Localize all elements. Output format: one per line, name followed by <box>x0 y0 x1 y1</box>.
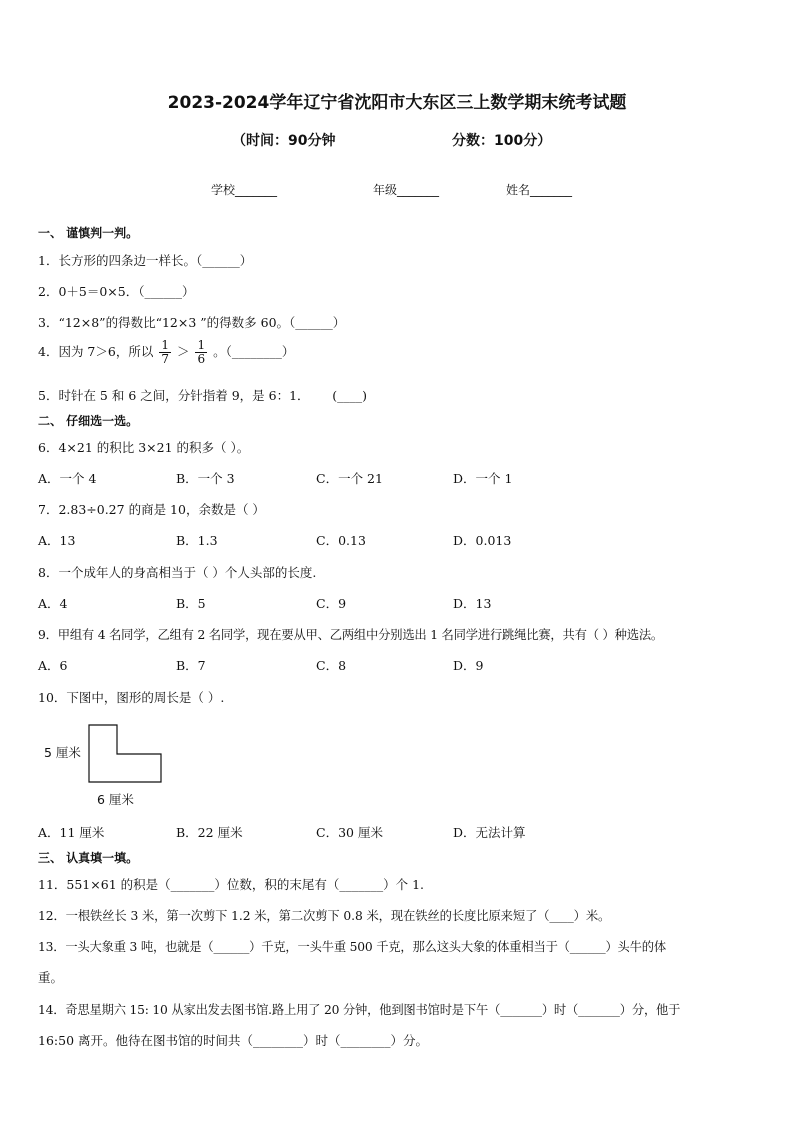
figure-width-label: 6 厘米 <box>97 792 134 807</box>
q8-option-d: D．13 <box>453 596 492 611</box>
q9-option-d: D．9 <box>453 658 484 673</box>
question-7: 7．2.83÷0.27 的商是 10，余数是（ ） <box>38 502 265 517</box>
q10-option-a: A．11 厘米 <box>38 825 105 840</box>
section-heading-1: 一、 谨慎判一判。 <box>38 226 139 240</box>
question-8: 8．一个成年人的身高相当于（ ）个人头部的长度. <box>38 565 317 580</box>
q7-option-c: C．0.13 <box>316 533 366 548</box>
q6-option-b: B．一个 3 <box>176 471 235 486</box>
q6-option-c: C．一个 21 <box>316 471 383 486</box>
q8-option-c: C．9 <box>316 596 347 611</box>
l-shape-figure <box>88 724 164 784</box>
question-10: 10．下图中，图形的周长是（ ）. <box>38 690 225 705</box>
q6-option-d: D．一个 1 <box>453 471 513 486</box>
q8-option-a: A．4 <box>38 596 68 611</box>
fraction-denominator: 6 <box>197 352 206 366</box>
q7-option-a: A．13 <box>38 533 76 548</box>
name-field: 姓名_______ <box>506 183 573 197</box>
question-5: 5．时针在 5 和 6 之间，分针指着 9，是 6：1． (____) <box>38 388 368 403</box>
question-14-line-1: 14．奇思星期六 15: 10 从家出发去图书馆.路上用了 20 分钟，他到图书馆时是下午（_______）时（_______）分，他于 <box>38 1003 681 1017</box>
section-heading-2: 二、 仔细选一选。 <box>38 414 139 428</box>
question-6: 6．4×21 的积比 3×21 的积多（ ）。 <box>38 440 250 455</box>
fraction-numerator: 1 <box>197 338 206 352</box>
fraction-one-seventh <box>159 339 171 366</box>
question-14-line-2: 16:50 离开。他待在图书馆的时间共（________）时（________）分。 <box>38 1033 428 1048</box>
q10-option-c: C．30 厘米 <box>316 825 383 840</box>
question-4-post: 。（________） <box>213 344 295 359</box>
question-13-line-1: 13．一头大象重 3 吨，也就是（______）千克，一头牛重 500 千克，那么这头大象的体重相当于（______）头牛的体 <box>38 940 666 954</box>
grade-field: 年级_______ <box>373 183 440 197</box>
question-1: 1．长方形的四条边一样长。（______） <box>38 253 253 268</box>
school-field: 学校_______ <box>211 183 278 197</box>
question-4 <box>38 339 294 366</box>
question-2: 2．0＋5＝0×5．（______） <box>38 284 195 299</box>
section-heading-3: 三、 认真填一填。 <box>38 851 139 865</box>
q8-option-b: B．5 <box>176 596 206 611</box>
fraction-denominator: 7 <box>161 352 169 366</box>
q10-option-d: D．无法计算 <box>453 825 526 840</box>
q9-option-a: A．6 <box>38 658 68 673</box>
greater-than-sign: ＞ <box>176 344 190 359</box>
q10-option-b: B．22 厘米 <box>176 825 243 840</box>
question-4-pre: 4．因为 7＞6，所以 <box>38 344 154 359</box>
l-shape-outline <box>89 725 161 782</box>
fraction-numerator: 1 <box>161 338 169 352</box>
question-3: 3．“12×8”的得数比“12×3 ”的得数多 60。（______） <box>38 315 346 330</box>
question-9: 9．甲组有 4 名同学，乙组有 2 名同学，现在要从甲、乙两组中分别选出 1 名同学进行跳绳比赛，共有（ ）种选法。 <box>38 628 664 642</box>
figure-height-label: 5 厘米 <box>44 745 81 760</box>
q9-option-b: B．7 <box>176 658 206 673</box>
question-12: 12．一根铁丝长 3 米，第一次剪下 1.2 米，第二次剪下 0.8 米，现在铁丝的长度比原来短了（____）米。 <box>38 909 611 923</box>
question-13-line-2: 重。 <box>38 970 64 985</box>
question-11: 11．551×61 的积是（_______）位数，积的末尾有（_______）个 1. <box>38 877 425 892</box>
q9-option-c: C．8 <box>316 658 347 673</box>
q7-option-d: D．0.013 <box>453 533 512 548</box>
page-title: 2023-2024学年辽宁省沈阳市大东区三上数学期末统考试题 <box>167 93 627 113</box>
exam-time: （时间：90分钟 <box>232 133 336 149</box>
q7-option-b: B．1.3 <box>176 533 218 548</box>
fraction-one-sixth <box>195 339 207 366</box>
exam-score: 分数：100分） <box>452 133 552 149</box>
q6-option-a: A．一个 4 <box>38 471 97 486</box>
